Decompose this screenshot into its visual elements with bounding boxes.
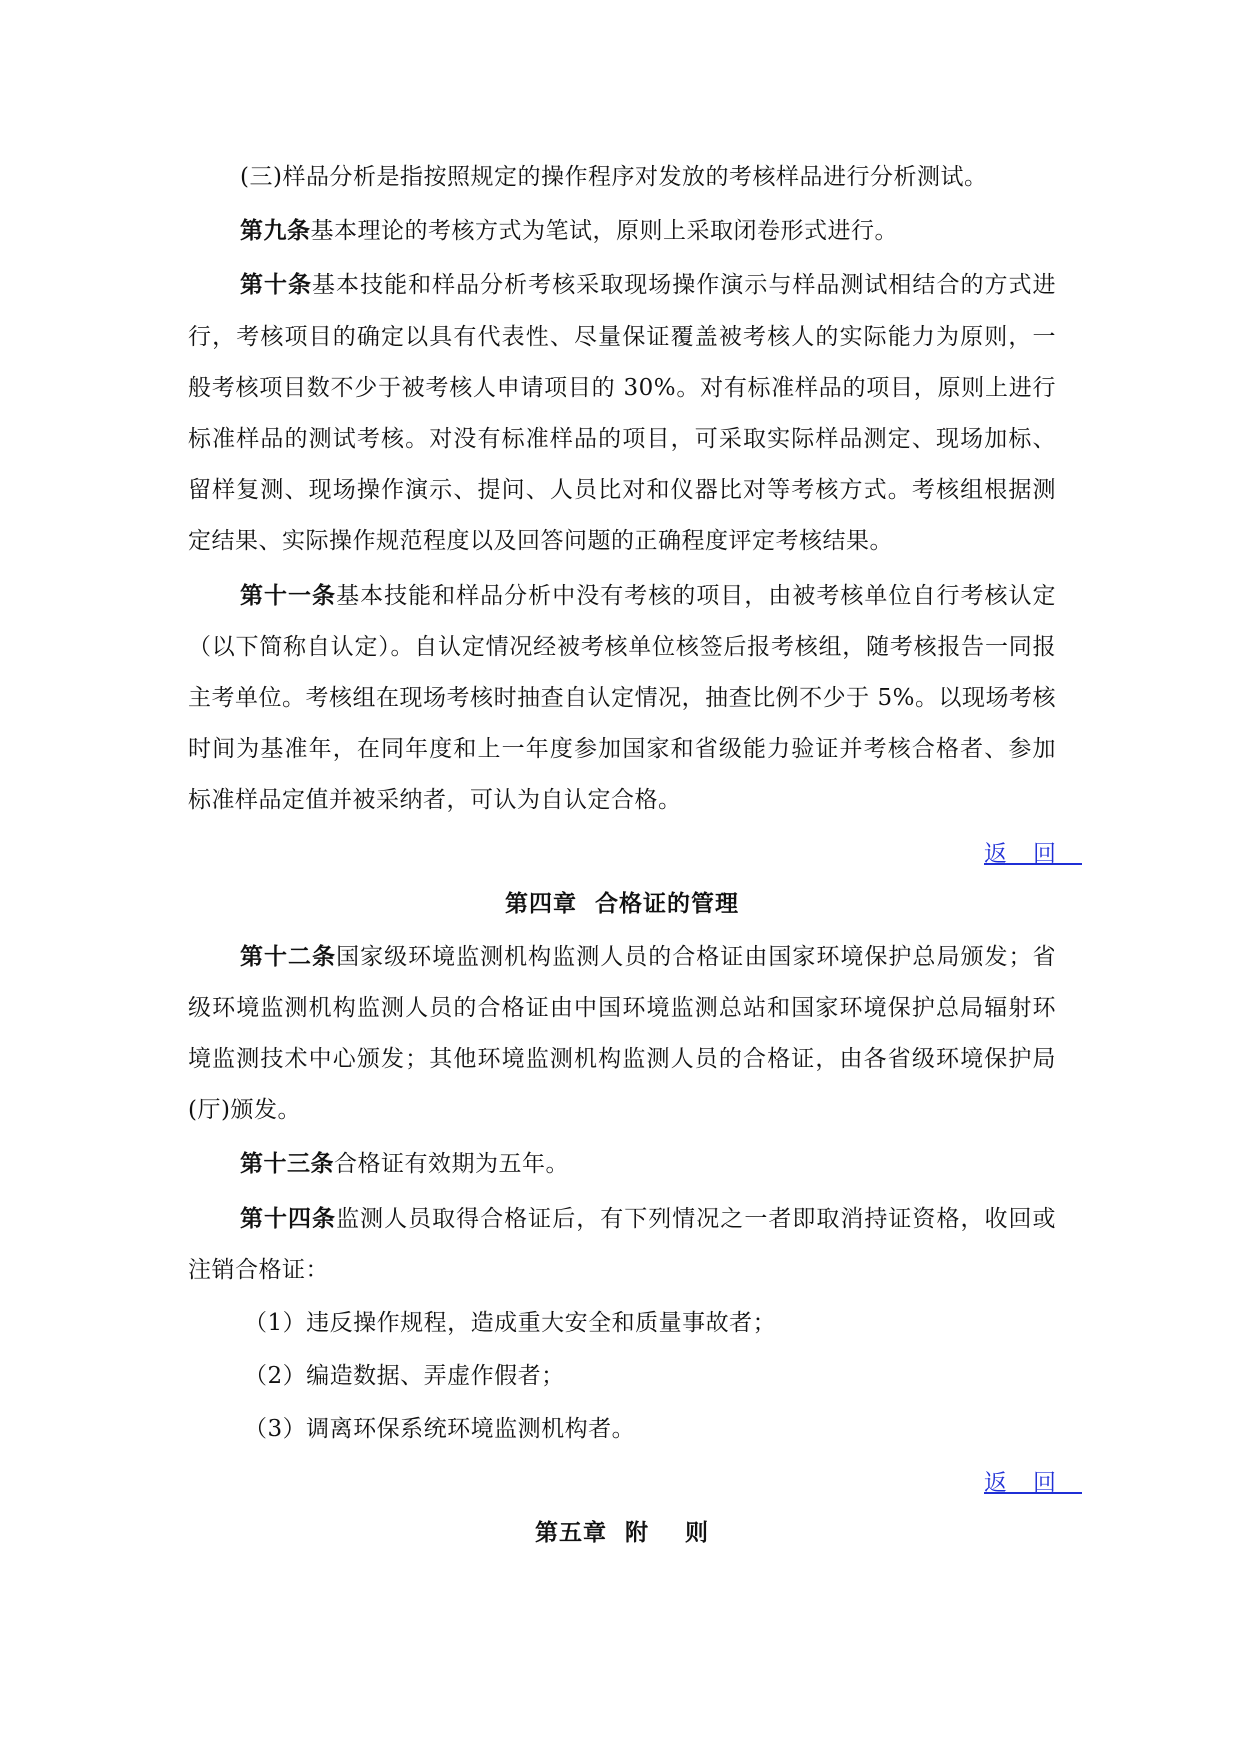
paragraph-text: (三)样品分析是指按照规定的操作程序对发放的考核样品进行分析测试。: [240, 164, 988, 190]
back-link[interactable]: 返回: [984, 840, 1082, 867]
chapter-title-4: 第四章 合格证的管理: [504, 889, 739, 917]
article-text: 监测人员取得合格证后，有下列情况之一者即取消持证资格，收回或注销合格证：: [188, 1205, 1057, 1283]
list-item: （3）调离环保系统环境监测机构者。: [244, 1416, 636, 1443]
article-12: [188, 931, 1056, 1137]
article-heading: 第十三条: [240, 1150, 334, 1178]
chapter-title-5: 第五章 附 则: [534, 1518, 710, 1546]
article-heading: 第九条: [240, 217, 311, 245]
article-text: 基本技能和样品分析中没有考核的项目，由被考核单位自行考核认定（以下简称自认定）。自认定情况经被考核单位核签后报考核组，随考核报告一同报主考单位。考核组在现场考核时抽查自认定情况，抽查比例不少于 5%。以现场考核时间为基准年，在同年度和上一年度参加国家和省级能力验证并考核合格者、参加标准样品定值并被采纳者，可认为自认定合格。: [188, 582, 1057, 814]
article-9: [188, 205, 1056, 257]
article-13: [188, 1138, 1056, 1190]
article-text: 基本理论的考核方式为笔试，原则上采取闭卷形式进行。: [310, 218, 898, 245]
back-link[interactable]: 返回: [984, 1469, 1082, 1496]
back-link-row: [188, 1458, 1082, 1508]
article-heading: 第十条: [240, 271, 313, 299]
article-heading: 第十二条: [240, 942, 337, 970]
list-item: （2）编造数据、弄虚作假者；: [244, 1363, 565, 1390]
list-item: （1）违反操作规程，造成重大安全和质量事故者；: [244, 1310, 777, 1337]
article-10: [188, 259, 1056, 567]
article-heading: 第十四条: [240, 1204, 337, 1232]
article-heading: 第十一条: [240, 581, 337, 609]
paragraph-sample-analysis: [188, 152, 1056, 203]
article-11: [188, 570, 1056, 827]
article-text: 国家级环境监测机构监测人员的合格证由国家环境保护总局颁发；省级环境监测机构监测人员的合格证由中国环境监测总站和国家环境保护总局辐射环境监测技术中心颁发；其他环境监测机构监测人员的合格证，由各省级环境保护局(厅)颁发。: [188, 943, 1057, 1124]
article-text: 合格证有效期为五年。: [334, 1151, 569, 1178]
document-content: [188, 152, 1082, 1560]
back-link-row: [188, 829, 1082, 879]
article-text: 基本技能和样品分析考核采取现场操作演示与样品测试相结合的方式进行，考核项目的确定以具有代表性、尽量保证覆盖被考核人的实际能力为原则，一般考核项目数不少于被考核人申请项目的 30%。对有标准样品的项目，原则上进行标准样品的测试考核。对没有标准样品的项目，可采取实际样品测定、现场加标、留样复测、现场操作演示、提问、人员比对和仪器比对等考核方式。考核组根据测定结果、实际操作规范程度以及回答问题的正确程度评定考核结果。: [188, 272, 1057, 555]
article-14: [188, 1193, 1056, 1296]
